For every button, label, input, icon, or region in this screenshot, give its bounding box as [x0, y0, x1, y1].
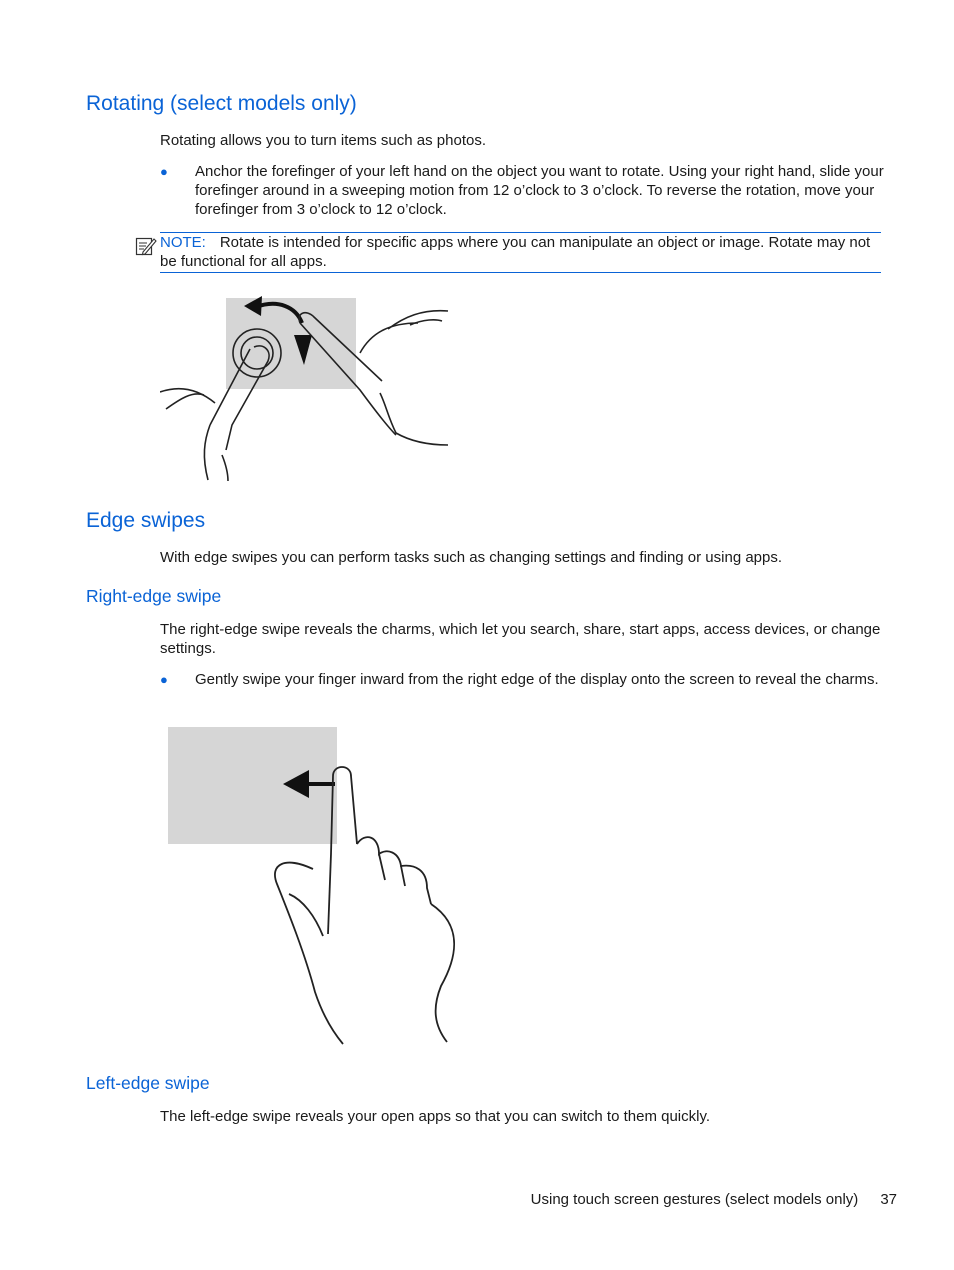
page-number: 37 — [880, 1191, 897, 1208]
left-edge-heading: Left-edge swipe — [86, 1073, 210, 1093]
note-pencil-icon — [135, 235, 157, 257]
right-edge-bullet-text: Gently swipe your finger inward from the right edge of the display onto the screen to reveal the charms. — [195, 671, 879, 688]
note-box — [160, 232, 881, 273]
edge-swipes-intro: With edge swipes you can perform tasks such as changing settings and finding or using apps. — [160, 549, 783, 566]
page-footer — [531, 1191, 897, 1208]
right-edge-heading: Right-edge swipe — [86, 586, 222, 606]
rotating-bullet-item — [160, 162, 885, 222]
rotating-heading: Rotating (select models only) — [86, 92, 357, 115]
bullet-icon: ● — [160, 164, 168, 179]
footer-title: Using touch screen gestures (select models only) — [530, 1191, 859, 1208]
left-edge-intro: The left-edge swipe reveals your open apps so that you can switch to them quickly. — [160, 1108, 711, 1125]
rotating-intro: Rotating allows you to turn items such as photos. — [160, 132, 487, 149]
note-label: NOTE: — [160, 234, 206, 251]
right-edge-swipe-illustration — [165, 724, 465, 1049]
right-edge-intro: The right-edge swipe reveals the charms, which let you search, share, start apps, access devices, or change settings. — [160, 621, 881, 657]
edge-swipes-heading: Edge swipes — [86, 509, 206, 532]
rotate-gesture-illustration — [160, 285, 455, 485]
rotating-bullet-text: Anchor the forefinger of your left hand on the object you want to rotate. Using your right hand, slide your forefinger around in a sweeping motion from 12 o’clock to 3 o’clock. To reverse the rotation, move your forefinger from 3 o’clock to 12 o’clock. — [195, 163, 884, 218]
note-paragraph — [160, 233, 881, 271]
note-text: Rotate is intended for specific apps where you can manipulate an object or image. Rotate may not be functional for all apps. — [160, 234, 871, 270]
bullet-icon: ● — [160, 672, 168, 687]
right-edge-bullet-item — [160, 670, 885, 710]
